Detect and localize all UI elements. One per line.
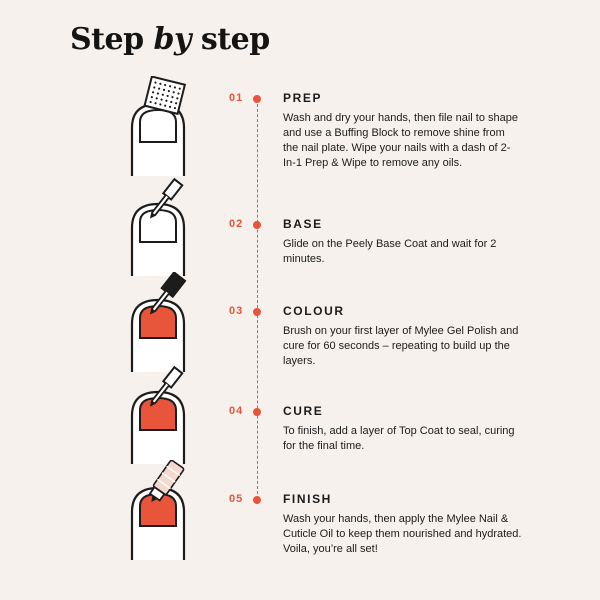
step-number: 04 [229,405,244,417]
step-number: 02 [229,218,244,230]
buffing-block-nail-icon [118,76,198,176]
step-description: Wash and dry your hands, then file nail to shape and use a Buffing Block to remove shine from the nail plate. Wipe your nails with a dash of 2-In-1 Prep & Wipe to remove any oils. [283,112,519,169]
title-step: Step [70,22,144,57]
base-coat-brush-nail-icon [118,176,198,276]
step-description: Brush on your first layer of Mylee Gel Polish and cure for 60 seconds – repeating to build up the layers. [283,325,519,367]
title-step-2: step [200,22,270,57]
step-description: To finish, add a layer of Top Coat to seal, curing for the final time. [283,425,515,452]
step-number: 05 [229,493,244,505]
step-number: 03 [229,305,244,317]
timeline-dashed-line [257,99,258,499]
title-by: by [153,22,191,57]
cuticle-oil-nail-icon [118,460,198,560]
step-description: Wash your hands, then apply the Mylee Nail & Cuticle Oil to keep them nourished and hydrated. Voila, you’re all set! [283,513,522,555]
step-title: BASE [283,217,323,231]
step-title: FINISH [283,492,332,506]
step-number: 01 [229,92,244,104]
timeline-dot [253,308,261,316]
top-coat-brush-nail-icon [118,364,198,464]
step-title: COLOUR [283,304,345,318]
page-title [70,22,270,57]
timeline-dot [253,496,261,504]
step-description: Glide on the Peely Base Coat and wait for 2 minutes. [283,238,497,265]
colour-brush-nail-icon [118,272,198,372]
timeline-dot [253,95,261,103]
step-title: CURE [283,404,324,418]
step-title: PREP [283,91,323,105]
timeline-dot [253,408,261,416]
timeline-dot [253,221,261,229]
